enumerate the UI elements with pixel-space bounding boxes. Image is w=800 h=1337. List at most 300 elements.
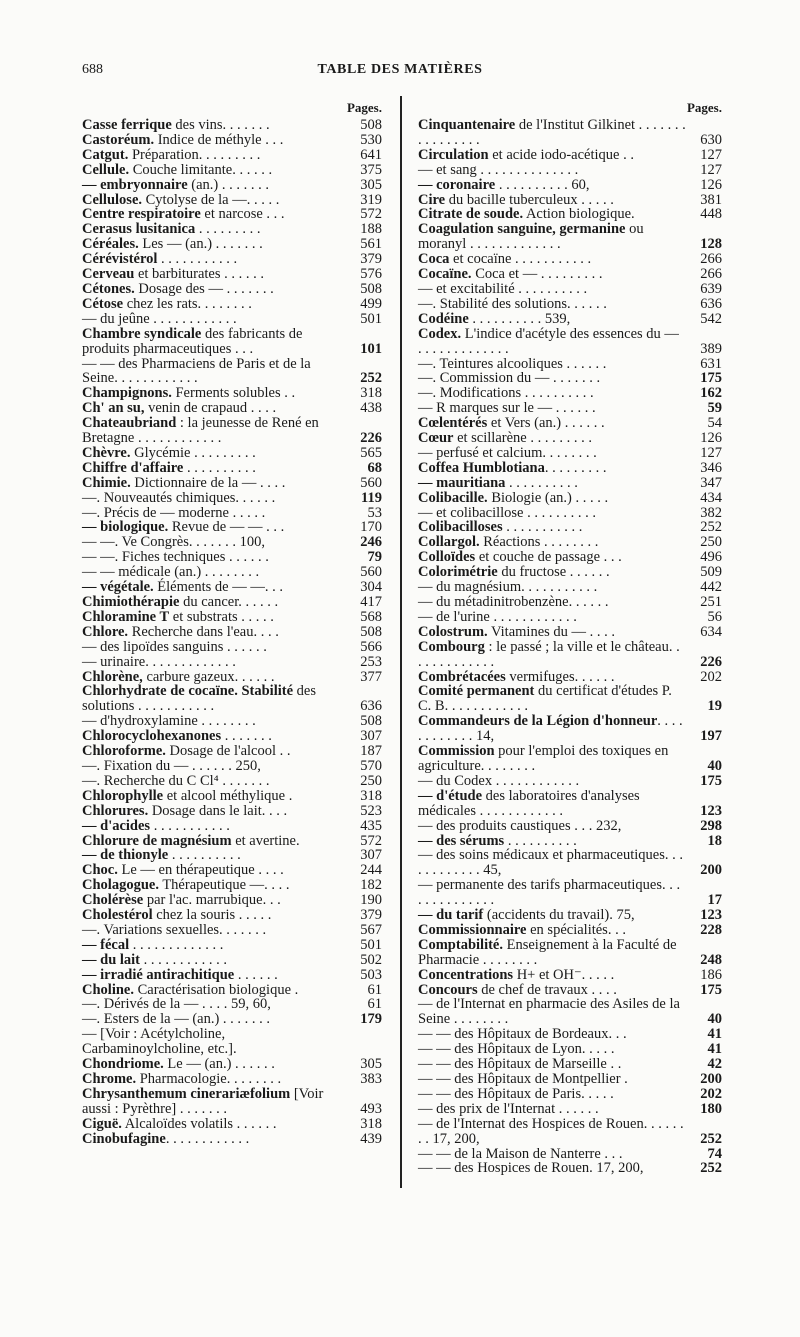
index-entry <box>82 953 382 968</box>
entry-text <box>418 163 686 178</box>
index-entry <box>82 476 382 491</box>
entry-term: Chlorophylle <box>82 787 164 804</box>
entry-term: Coca <box>418 251 450 268</box>
entry-page-number: 17 <box>707 892 722 909</box>
entry-text <box>82 178 346 193</box>
entry-page-number: 305 <box>360 176 382 193</box>
entry-text <box>418 297 686 312</box>
entry-page-number: 41 <box>707 1041 722 1058</box>
entry-detail: —. Teintures alcooliques . . . . . . <box>418 355 607 372</box>
entry-text <box>418 774 686 789</box>
entry-text <box>82 1087 346 1117</box>
entry-term: Commandeurs de la Légion d'honneur <box>418 713 658 730</box>
index-entry <box>82 834 382 849</box>
entry-detail: — permanente des tarifs pharmaceutiques. . . . . . . . . . . . . . <box>418 877 681 909</box>
index-entry <box>82 670 382 685</box>
entry-text <box>418 983 686 998</box>
index-entry <box>418 118 722 148</box>
index-entry <box>418 520 722 535</box>
index-entry <box>418 327 722 357</box>
entry-text <box>418 252 686 267</box>
entry-term: Concentrations <box>418 966 514 983</box>
index-entry <box>82 595 382 610</box>
entry-detail: du certificat d'études P. C. B. . . . . . . . . . . . <box>418 683 672 715</box>
entry-term: — de thionyle <box>82 847 169 864</box>
index-entry <box>82 893 382 908</box>
entry-detail: —. Précis de — moderne . . . . . <box>82 504 266 521</box>
entry-text <box>82 193 346 208</box>
entry-detail: — — des Hôpitaux de Marseille . . <box>418 1056 622 1073</box>
entry-page-number: 508 <box>360 280 382 297</box>
entry-detail: — des prix de l'Internat . . . . . . <box>418 1100 599 1117</box>
index-entry <box>82 983 382 998</box>
entry-detail: chez la souris . . . . . <box>152 907 272 924</box>
entry-detail: Réactions . . . . . . . . <box>479 534 599 551</box>
entry-page-number: 508 <box>360 713 382 730</box>
entry-text <box>418 476 686 491</box>
entry-term: — biologique. <box>82 519 169 536</box>
index-entry <box>82 1027 382 1057</box>
index-entry <box>418 1042 722 1057</box>
index-entry <box>418 252 722 267</box>
entry-detail: Préparation. . . . . . . . . <box>128 146 261 163</box>
entry-page-number: 127 <box>700 161 722 178</box>
index-entry <box>82 863 382 878</box>
entry-term: Cérévistérol <box>82 251 158 268</box>
entry-text <box>418 908 686 923</box>
entry-detail: Indice de méthyle . . . <box>154 131 284 148</box>
entry-detail: —. Modifications . . . . . . . . . . <box>418 385 594 402</box>
entry-text <box>82 863 346 878</box>
index-entry <box>418 267 722 282</box>
index-entry <box>82 312 382 327</box>
entry-detail: —. Stabilité des solutions. . . . . . <box>418 295 607 312</box>
index-entry <box>82 848 382 863</box>
entry-text <box>82 714 346 729</box>
entry-detail: . . . . . . <box>234 966 278 983</box>
entry-text <box>82 684 346 714</box>
entry-detail: — du jeûne . . . . . . . . . . . . <box>82 310 237 327</box>
page-number: 688 <box>82 62 103 77</box>
entry-page-number: 126 <box>700 430 722 447</box>
index-entry <box>418 640 722 670</box>
entry-page-number: 502 <box>360 951 382 968</box>
entry-term: — des sérums <box>418 832 505 849</box>
entry-text <box>82 1027 346 1057</box>
index-entry <box>418 1117 722 1147</box>
index-entry <box>418 178 722 193</box>
index-entry <box>82 178 382 193</box>
entry-page-number: 187 <box>360 743 382 760</box>
entry-detail: et barbiturates . . . . . . <box>134 266 265 283</box>
entry-detail: Glycémie . . . . . . . . . <box>130 444 256 461</box>
entry-term: Chèvre. <box>82 444 131 461</box>
entry-page-number: 226 <box>700 653 722 670</box>
entry-detail: . . . . . . . . . . . <box>502 519 583 536</box>
entry-page-number: 79 <box>367 549 382 566</box>
entry-page-number: 119 <box>361 489 382 506</box>
entry-detail: du fructose . . . . . . <box>497 564 610 581</box>
index-entry <box>418 476 722 491</box>
entry-text <box>418 431 686 446</box>
index-entry <box>82 997 382 1012</box>
index-entry <box>418 610 722 625</box>
entry-text <box>418 118 686 148</box>
entry-term: Céréales. <box>82 236 139 253</box>
entry-detail: vermifuges. . . . . . <box>505 668 615 685</box>
entry-text <box>82 506 346 521</box>
entry-page-number: 508 <box>360 117 382 133</box>
entry-detail: — de l'urine . . . . . . . . . . . . <box>418 608 577 625</box>
entry-page-number: 382 <box>700 504 722 521</box>
entry-term: Chlore. <box>82 623 129 640</box>
index-entry <box>82 655 382 670</box>
entry-page-number: 101 <box>360 340 382 357</box>
entry-page-number: 501 <box>360 310 382 327</box>
index-entry <box>82 923 382 938</box>
entry-term: Combourg <box>418 638 485 655</box>
index-entry <box>418 684 722 714</box>
index-entry <box>82 550 382 565</box>
entry-page-number: 509 <box>700 564 722 581</box>
entry-page-number: 435 <box>360 817 382 834</box>
entry-text <box>418 744 686 774</box>
entry-text <box>82 670 346 685</box>
entry-text <box>418 580 686 595</box>
index-entry <box>82 357 382 387</box>
entry-detail: — — des Hôpitaux de Lyon. . . . . <box>418 1041 615 1058</box>
entry-detail: — d'hydroxylamine . . . . . . . . <box>82 713 256 730</box>
entry-detail: : le passé ; la ville et le château. . . . . . . . . . . . . <box>418 638 680 670</box>
entry-detail: Caractérisation biologique . <box>133 981 299 998</box>
entry-page-number: 383 <box>360 1071 382 1087</box>
entry-page-number: 175 <box>700 370 722 387</box>
entry-detail: par l'ac. marrubique. . . <box>143 892 281 909</box>
entry-term: — fécal <box>82 936 130 953</box>
entry-detail: . . . . . . . . . . . . . <box>129 936 224 953</box>
entry-detail: —. Fixation du — . . . . . . 250, <box>82 757 261 774</box>
entry-page-number: 630 <box>700 131 722 148</box>
entry-detail: — — des Hôpitaux de Montpellier . <box>418 1071 628 1087</box>
entry-text <box>418 789 686 819</box>
index-entry <box>418 282 722 297</box>
entry-page-number: 572 <box>360 206 382 223</box>
index-entry <box>82 237 382 252</box>
entry-page-number: 568 <box>360 608 382 625</box>
entry-page-number: 252 <box>700 1130 722 1147</box>
index-entry <box>418 789 722 819</box>
entry-term: Combrétacées <box>418 668 506 685</box>
entry-page-number: 566 <box>360 638 382 655</box>
index-entry <box>418 848 722 878</box>
entry-page-number: 186 <box>700 966 722 983</box>
entry-term: Chlorure de magnésium <box>82 832 232 849</box>
entry-detail: et couche de passage . . . <box>475 549 622 566</box>
entry-text <box>82 550 346 565</box>
entry-text <box>82 640 346 655</box>
entry-detail: venin de crapaud . . . . <box>144 400 277 417</box>
running-title: TABLE DES MATIÈRES <box>317 62 483 77</box>
entry-detail: et Vers (an.) . . . . . . <box>487 415 605 432</box>
entry-detail: — urinaire. . . . . . . . . . . . . <box>82 653 236 670</box>
index-entry <box>418 193 722 208</box>
entry-detail: — R marques sur le — . . . . . . <box>418 400 596 417</box>
entry-text <box>418 968 686 983</box>
entry-page-number: 246 <box>360 534 382 551</box>
index-entry <box>82 1072 382 1087</box>
entry-text <box>418 461 686 476</box>
index-entry <box>82 968 382 983</box>
entry-term: Cire <box>418 191 446 208</box>
entry-page-number: 417 <box>360 594 382 610</box>
entry-term: Comité permanent <box>418 683 535 700</box>
entry-page-number: 346 <box>700 459 722 476</box>
entry-detail: . . . . . . . . . <box>544 459 607 476</box>
entry-text <box>418 1027 686 1042</box>
index-entry <box>418 535 722 550</box>
entry-text <box>418 878 686 908</box>
entry-detail: — des lipoïdes sanguins . . . . . . <box>82 638 267 655</box>
index-entry <box>82 133 382 148</box>
entry-text <box>418 565 686 580</box>
entry-term: Ciguë. <box>82 1115 122 1132</box>
entry-text <box>82 789 346 804</box>
entry-detail: Couche limitante. . . . . . <box>129 161 273 178</box>
entry-detail: et narcose . . . <box>200 206 285 223</box>
index-entry <box>418 878 722 908</box>
entry-detail: . . . . . . . . . . . <box>150 817 230 834</box>
entry-page-number: 170 <box>360 519 382 536</box>
entry-text <box>418 193 686 208</box>
entry-detail: Pharmacologie. . . . . . . . <box>136 1071 282 1087</box>
entry-page-number: 347 <box>700 474 722 491</box>
entry-detail: — du Codex . . . . . . . . . . . . <box>418 772 580 789</box>
entry-term: Commission <box>418 743 495 760</box>
entry-detail: H+ et OH⁻. . . . . <box>513 966 615 983</box>
entry-text <box>82 908 346 923</box>
index-entry <box>82 1012 382 1027</box>
index-entry <box>418 714 722 744</box>
entry-page-number: 561 <box>360 236 382 253</box>
index-entry <box>82 535 382 550</box>
entry-page-number: 18 <box>707 832 722 849</box>
entry-detail: Dosage des — . . . . . . . <box>134 280 274 297</box>
entry-text <box>418 1102 686 1117</box>
entry-text <box>418 1087 686 1102</box>
index-entry <box>82 610 382 625</box>
entry-text <box>418 207 686 222</box>
entry-page-number: 175 <box>700 981 722 998</box>
entry-text <box>418 446 686 461</box>
entry-text <box>82 1117 346 1132</box>
entry-page-number: 305 <box>360 1056 382 1073</box>
entry-detail: (an.) . . . . . . . <box>187 176 269 193</box>
entry-term: Cholérèse <box>82 892 144 909</box>
entry-text <box>82 938 346 953</box>
index-entry <box>82 386 382 401</box>
entry-page-number: 434 <box>700 489 722 506</box>
index-entry <box>418 446 722 461</box>
entry-detail: et acide iodo-acétique . . <box>488 146 634 163</box>
entry-text <box>82 148 346 163</box>
entry-page-number: 128 <box>700 236 722 253</box>
entry-page-number: 40 <box>707 1011 722 1028</box>
entry-term: Comptabilité. <box>418 936 503 953</box>
entry-detail: — — médicale (an.) . . . . . . . . <box>82 564 260 581</box>
entry-term: Colibacilloses <box>418 519 503 536</box>
entry-page-number: 530 <box>360 131 382 148</box>
entry-detail: Ferments solubles . . <box>171 385 296 402</box>
entry-page-number: 266 <box>700 251 722 268</box>
entry-term: Chlorhydrate de cocaïne. Stabilité <box>82 683 294 700</box>
entry-detail: — —. Ve Congrès. . . . . . . 100, <box>82 534 265 551</box>
entry-page-number: 202 <box>700 1085 722 1102</box>
entry-page-number: 250 <box>700 534 722 551</box>
entry-page-number: 318 <box>360 1115 382 1132</box>
entry-page-number: 226 <box>360 430 382 447</box>
entry-term: Chloramine T <box>82 608 170 625</box>
entry-text <box>82 327 346 357</box>
entry-page-number: 576 <box>360 266 382 283</box>
entry-text <box>82 476 346 491</box>
entry-detail: du cancer. . . . . . <box>179 594 279 610</box>
entry-detail: . . . . . . . . . . 60, <box>495 176 590 193</box>
entry-text <box>418 520 686 535</box>
entry-term: Choc. <box>82 862 118 879</box>
entry-detail: et scillarène . . . . . . . . . <box>453 430 592 447</box>
entry-detail: — et excitabilité . . . . . . . . . . <box>418 280 588 297</box>
index-entry <box>82 819 382 834</box>
entry-detail: . . . . . . . . . . <box>504 832 577 849</box>
entry-page-number: 182 <box>360 877 382 894</box>
entry-text <box>418 222 686 252</box>
entry-detail: Coca et — . . . . . . . . . <box>471 266 603 283</box>
entry-page-number: 54 <box>707 415 722 432</box>
entry-page-number: 567 <box>360 921 382 938</box>
entry-page-number: 61 <box>367 996 382 1013</box>
entry-detail: —. Variations sexuelles. . . . . . . <box>82 921 267 938</box>
entry-text <box>82 834 346 849</box>
entry-text <box>82 848 346 863</box>
entry-detail: L'indice d'acétyle des essences du — . . . . . . . . . . . . . <box>418 325 679 357</box>
index-entry <box>418 1102 722 1117</box>
index-entry <box>418 222 722 252</box>
entry-detail: de l'Institut Gilkinet . . . . . . . . . . . . . . . . <box>418 117 686 148</box>
entry-page-number: 266 <box>700 266 722 283</box>
index-entry <box>82 580 382 595</box>
index-entry <box>418 565 722 580</box>
entry-term: Catgut. <box>82 146 129 163</box>
entry-text <box>82 282 346 297</box>
entry-page-number: 250 <box>360 772 382 789</box>
entry-detail: Enseignement à la Faculté de Pharmacie . . . . . . . . <box>418 936 677 968</box>
entry-detail: . . . . . . . . . . . . <box>165 1130 250 1147</box>
entry-page-number: 304 <box>360 579 382 596</box>
entry-detail: Dosage dans le lait. . . . <box>148 802 288 819</box>
index-entry <box>418 983 722 998</box>
entry-text <box>418 1042 686 1057</box>
entry-text <box>82 535 346 550</box>
index-entry <box>418 938 722 968</box>
entry-term: Cerveau <box>82 266 135 283</box>
index-entry <box>418 312 722 327</box>
entry-text <box>82 1057 346 1072</box>
entry-page-number: 570 <box>360 757 382 774</box>
entry-detail: : la jeunesse de René en Bretagne . . . . . . . . . . . . <box>82 415 319 447</box>
entry-page-number: 123 <box>700 802 722 819</box>
entry-page-number: 253 <box>360 653 382 670</box>
index-entry <box>418 1087 722 1102</box>
entry-text <box>418 416 686 431</box>
index-entry <box>82 401 382 416</box>
entry-page-number: 248 <box>700 951 722 968</box>
entry-term: Cocaïne. <box>418 266 472 283</box>
entry-page-number: 318 <box>360 385 382 402</box>
entry-term: Casse ferrique <box>82 117 172 133</box>
entry-text <box>82 118 346 133</box>
entry-page-number: 493 <box>360 1100 382 1117</box>
entry-term: — végétale. <box>82 579 154 596</box>
entry-page-number: 565 <box>360 444 382 461</box>
entry-detail: carbure gazeux. . . . . . <box>142 668 275 685</box>
entry-page-number: 636 <box>700 295 722 312</box>
entry-term: Codéine <box>418 310 469 327</box>
entry-text <box>418 938 686 968</box>
pages-header: Pages. <box>686 100 722 115</box>
entry-text <box>82 207 346 222</box>
index-entry <box>418 491 722 506</box>
entry-page-number: 127 <box>700 444 722 461</box>
entry-text <box>82 953 346 968</box>
index-entry <box>418 163 722 178</box>
entry-page-number: 298 <box>700 817 722 834</box>
index-entry <box>418 819 722 834</box>
entry-detail: Les — (an.) . . . . . . . <box>138 236 263 253</box>
entry-term: Chlorène, <box>82 668 143 685</box>
index-entry <box>82 744 382 759</box>
entry-detail: . . . . . . . . . . <box>183 459 256 476</box>
entry-term: Chrome. <box>82 1071 137 1087</box>
entry-text <box>82 625 346 640</box>
entry-page-number: 634 <box>700 623 722 640</box>
entry-term: Cétones. <box>82 280 135 297</box>
entry-text <box>418 357 686 372</box>
index-entry <box>82 640 382 655</box>
entry-text <box>418 401 686 416</box>
entry-page-number: 379 <box>360 907 382 924</box>
index-entry <box>82 163 382 178</box>
entry-detail: et alcool méthylique . <box>163 787 293 804</box>
index-entry <box>418 550 722 565</box>
entry-page-number: 175 <box>700 772 722 789</box>
entry-text <box>418 714 686 744</box>
entry-page-number: 631 <box>700 355 722 372</box>
index-entry <box>82 1132 382 1147</box>
entry-text <box>82 610 346 625</box>
index-entry <box>82 908 382 923</box>
entry-text <box>418 625 686 640</box>
entry-detail: Revue de — — . . . <box>168 519 285 536</box>
entry-page-number: 641 <box>360 146 382 163</box>
entry-page-number: 252 <box>360 370 382 387</box>
entry-term: Commissionnaire <box>418 921 527 938</box>
entry-page-number: 41 <box>707 1026 722 1043</box>
entry-page-number: 162 <box>700 385 722 402</box>
entry-text <box>418 819 686 834</box>
index-entry <box>82 1057 382 1072</box>
index-entry <box>418 297 722 312</box>
entry-detail: . . . . . . . <box>221 728 272 745</box>
